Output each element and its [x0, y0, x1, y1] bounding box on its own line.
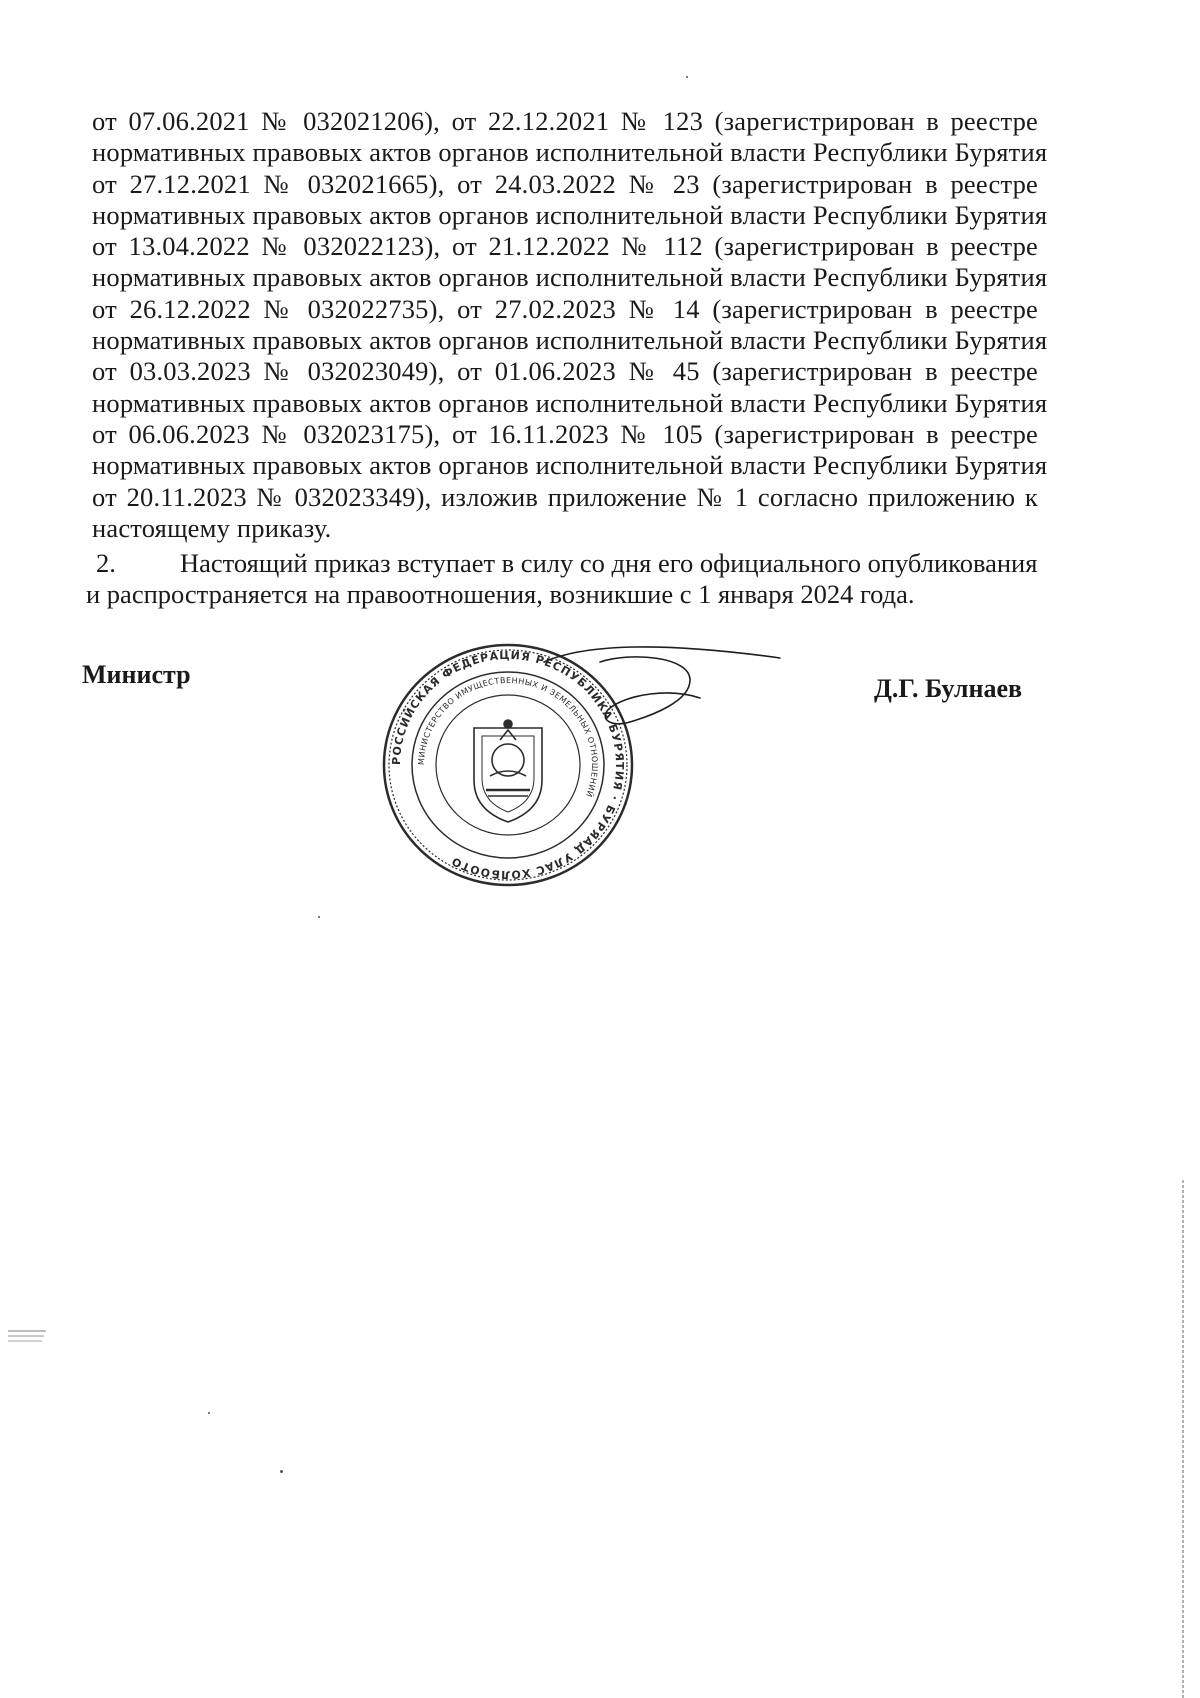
- paragraph-line: от 20.11.2023 № 032023349), изложив приложение № 1 согласно приложению к: [92, 481, 1038, 512]
- paragraph-line: от 27.12.2021 № 032021665), от 24.03.2022 № 23 (зарегистрирован в реестре: [92, 168, 1038, 199]
- paragraph-line: нормативных правовых актов органов исполнительной власти Республики Бурятия: [92, 387, 1048, 418]
- paragraph-line: нормативных правовых актов органов исполнительной власти Республики Бурятия: [92, 137, 1048, 168]
- clause-2: [86, 548, 1038, 611]
- paragraph-line: от 03.03.2023 № 032023049), от 01.06.2023 № 45 (зарегистрирован в реестре: [92, 356, 1038, 387]
- clause-2-text-line-2: и распространяется на правоотношения, возникшие с 1 января 2024 года.: [86, 579, 915, 610]
- scan-speck: [686, 76, 688, 78]
- seal-inner-text: МИНИСТЕРСТВО ИМУЩЕСТВЕННЫХ И ЗЕМЕЛЬНЫХ ОТНОШЕНИЙ: [416, 675, 600, 799]
- clause-2-text-line-1: Настоящий приказ вступает в силу со дня его официального опубликования: [180, 548, 1038, 578]
- paragraph-line: настоящему приказу.: [92, 512, 332, 543]
- paragraph-line: нормативных правовых актов органов исполнительной власти Республики Бурятия: [92, 262, 1048, 293]
- paragraph-line: нормативных правовых актов органов исполнительной власти Республики Бурятия: [92, 325, 1048, 356]
- amendments-paragraph: [92, 106, 1048, 544]
- paragraph-line: от 26.12.2022 № 032022735), от 27.02.2023 № 14 (зарегистрирован в реестре: [92, 293, 1038, 324]
- handwritten-signature: [540, 632, 790, 742]
- scan-speck: [318, 916, 320, 918]
- clause-number: 2.: [96, 548, 116, 578]
- paragraph-line: от 07.06.2021 № 032021206), от 22.12.2021 № 123 (зарегистрирован в реестре: [92, 106, 1038, 136]
- coat-of-arms-icon: [474, 720, 542, 822]
- scan-edge-artifact: [1180, 1180, 1186, 1698]
- seal-outer-text: РОССИЙСКАЯ ФЕДЕРАЦИЯ РЕСПУБЛИКА БУРЯТИЯ · БУРЯАД УЛАС ХОЛБООТО: [389, 648, 627, 882]
- paragraph-line: от 06.06.2023 № 032023175), от 16.11.2023 № 105 (зарегистрирован в реестре: [92, 418, 1038, 449]
- clause-2-first-line: [86, 548, 1038, 579]
- signer-name: Д.Г. Булнаев: [874, 674, 1023, 703]
- scan-artifact: [8, 1326, 48, 1346]
- paragraph-line: от 13.04.2022 № 032022123), от 21.12.2022 № 112 (зарегистрирован в реестре: [92, 231, 1038, 262]
- scan-speck: [280, 1470, 283, 1473]
- paragraph-line: нормативных правовых актов органов исполнительной власти Республики Бурятия: [92, 450, 1048, 481]
- signer-position: Министр: [82, 660, 191, 689]
- scan-speck: [208, 1412, 210, 1414]
- paragraph-line: нормативных правовых актов органов исполнительной власти Республики Бурятия: [92, 199, 1048, 230]
